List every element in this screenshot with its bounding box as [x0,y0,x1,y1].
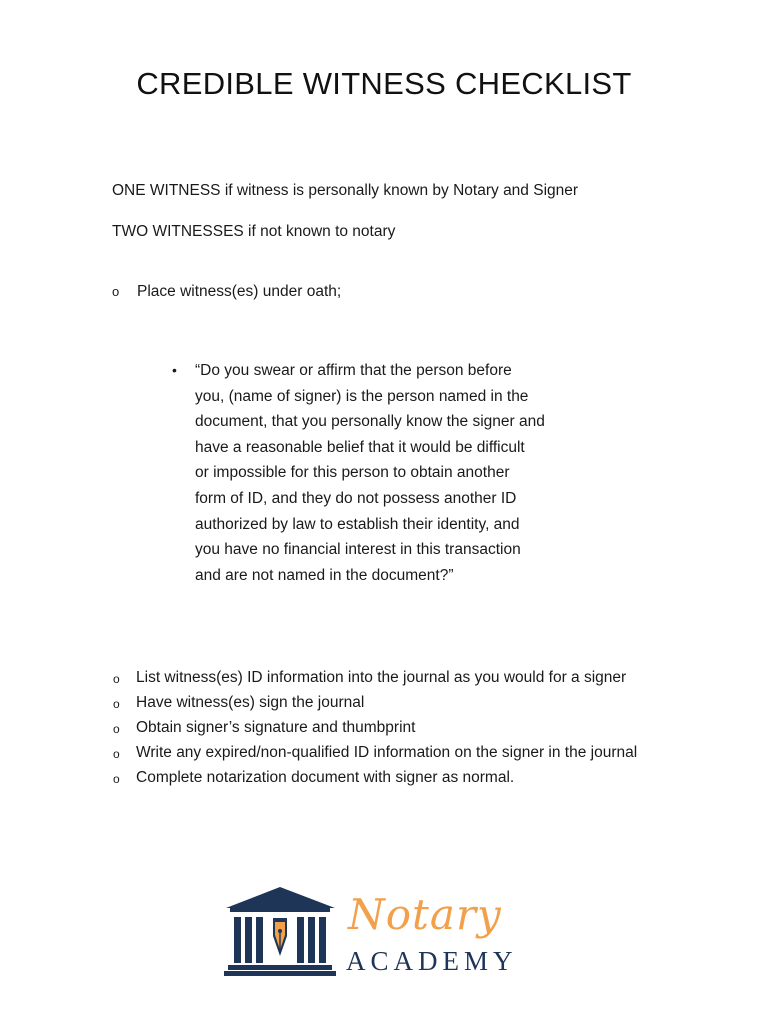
quote-line: have a reasonable belief that it would be difficult [195,438,525,456]
circle-bullet: o [113,772,120,786]
circle-bullet: o [113,747,120,761]
circle-bullet: o [113,722,120,736]
notary-academy-logo [224,884,534,984]
logo-wordmark: ACADEMY [346,946,518,976]
oath-step-text: Place witness(es) under oath; [137,283,342,300]
quote-line: and are not named in the document?” [195,566,454,584]
list-item [112,717,672,739]
list-item [112,767,672,789]
step-text: Obtain signer’s signature and thumbprint [136,719,416,736]
list-item [112,667,672,689]
quote-line: you have no financial interest in this transaction [195,541,521,559]
circle-bullet: o [112,284,120,299]
quote-line: authorized by law to establish their identity, and [195,515,520,533]
oath-quote-text [195,358,585,588]
step-text: Have witness(es) sign the journal [136,694,365,711]
circle-bullet: o [113,697,120,711]
oath-step [112,283,341,301]
bullet-dot: • [172,362,177,378]
quote-line: “Do you swear or affirm that the person before [195,362,512,379]
circle-bullet: o [113,672,120,686]
checklist-steps [112,667,672,792]
logo-script-text: Notary [348,890,502,939]
step-text: Complete notarization document with signer as normal. [136,769,515,786]
step-text: List witness(es) ID information into the journal as you would for a signer [136,669,627,686]
document-title: CREDIBLE WITNESS CHECKLIST [136,66,632,101]
step-text: Write any expired/non-qualified ID information on the signer in the journal [136,744,638,761]
rule-two-witnesses: TWO WITNESSES if not known to notary [112,223,396,240]
courthouse-pen-icon [224,884,339,976]
quote-line: you, (name of signer) is the person named in the [195,387,529,405]
quote-line: document, that you personally know the signer and [195,413,545,431]
list-item [112,692,672,714]
quote-line: or impossible for this person to obtain another [195,464,510,482]
quote-line: form of ID, and they do not possess another ID [195,489,517,507]
list-item [112,742,672,764]
rule-one-witness: ONE WITNESS if witness is personally known by Notary and Signer [112,182,579,199]
